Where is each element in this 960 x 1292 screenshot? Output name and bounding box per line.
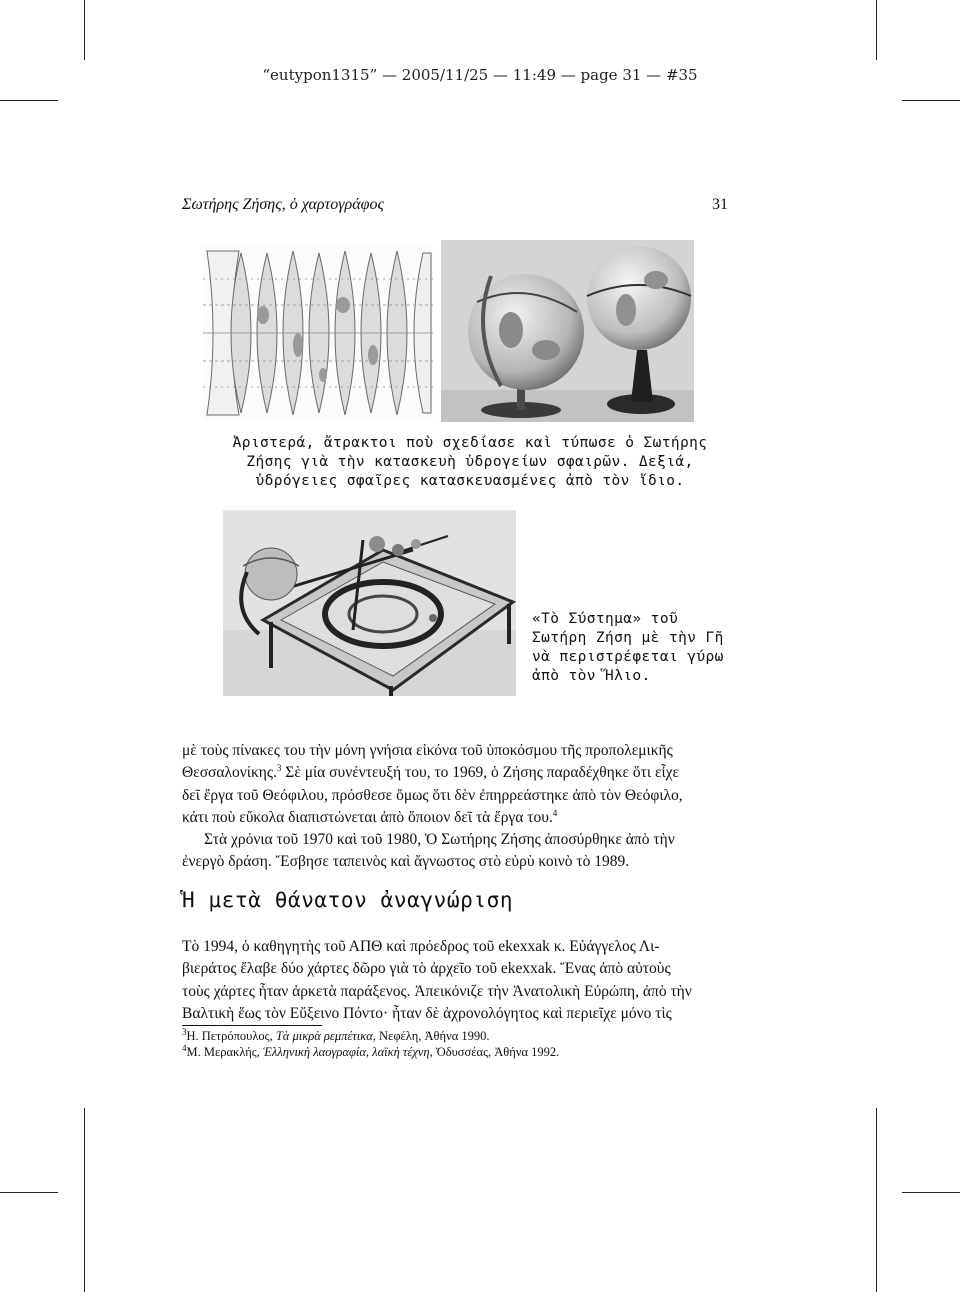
figure-caption-globes [210,434,730,491]
footnote-author: Η. Πετρόπουλος, [186,1029,276,1043]
text-line: Βαλτικὴ ἕως τὸν Εὔξεινο Πόντο· ἦταν δὲ ἀχρονολόγητος καὶ περιεῖχε μόνο τὶς [182,1004,672,1022]
footnote-number: 4 [182,1042,187,1053]
crop-mark [84,0,85,60]
caption-line: ὑδρόγειες σφαῖρες κατασκευασμένες ἀπὸ τὸν ἴδιο. [255,473,685,489]
crop-mark [876,1108,877,1292]
caption-line: Σωτήρη Ζήση μὲ τὴν Γῆ [532,630,724,646]
footnote-number: 3 [182,1026,187,1037]
crop-mark [902,100,960,101]
crop-mark [876,0,877,60]
text-segment: Σὲ μία συνέντευξή του, το 1969, ὁ Ζήσης παραδέχθηκε ὅτι εἶχε [281,764,680,782]
text-segment: κάτι ποὺ εὔκολα διαπιστώνεται ἀπὸ ὅποιον δεῖ τὰ ἔργα του. [182,808,553,826]
footnote-author: Μ. Μερακλής, [186,1045,264,1059]
footnote-publisher: , Νεφέλη, Ἀθήνα 1990. [372,1029,490,1043]
footnote-title: Τὰ μικρὰ ρεμπέτικα [275,1029,373,1043]
body-paragraphs [182,740,732,874]
text-line: τοὺς χάρτες ἦταν ἀρκετὰ παράξενος. Ἀπεικόνιζε τὴν Ἀνατολικὴ Εὐρώπη, ἀπὸ τὴν [182,982,692,1000]
running-title: Σωτήρης Ζήσης, ὁ χαρτογράφος [182,196,384,213]
section-body [182,936,732,1025]
globe-gores-image [203,245,433,420]
caption-line: νὰ περιστρέφεται γύρω [532,649,724,665]
orrery-photo [223,510,516,696]
text-line: δεῖ ἔργα τοῦ Θεόφιλου, πρόσθεσε ὅμως ὅτι δὲν ἐπηρρεάστηκε ἀπὸ τὸν Θεόφιλο, [182,786,683,804]
footnote-ref: 3 [276,763,282,774]
text-line: ἐνεργὸ δράση. Ἔσβησε ταπεινὸς καὶ ἄγνωστος στὸ εὐρὺ κοινὸ τὸ 1989. [182,853,630,871]
caption-line: Ζήσης γιὰ τὴν κατασκευὴ ὑδρογείων σφαιρῶν. Δεξιά, [246,454,694,470]
text-segment: Θεσσαλονίκης. [182,764,277,782]
caption-line: ἀπὸ τὸν Ἥλιο. [532,668,651,684]
text-line: βιεράτος ἔλαβε δύο χάρτες δῶρο γιὰ τὸ ἀρχεῖο τοῦ ekexxak. Ἕνας ἀπὸ αὐτοὺς [182,960,671,978]
text-line: Στὰ χρόνια τοῦ 1970 καὶ τοῦ 1980, Ὁ Σωτήρης Ζήσης ἀποσύρθηκε ἀπὸ τὴν [204,831,675,849]
footnote-3 [182,1028,490,1045]
caption-line: Ἀριστερά, ἄτρακτοι ποὺ σχεδίασε καὶ τύπωσε ὁ Σωτήρης [232,435,708,451]
proof-header: “eutypon1315” — 2005/11/25 — 11:49 — page 31 — #35 [262,66,698,84]
footnote-publisher: , Ὀδυσσέας, Ἀθήνα 1992. [429,1045,560,1059]
section-heading: Ἡ μετὰ θάνατον ἀναγνώριση [182,888,514,912]
crop-mark [902,1192,960,1193]
crop-mark [0,1192,58,1193]
text-line [182,807,732,829]
caption-line: «Τὸ Σύστημα» τοῦ [532,611,679,627]
footnote-4 [182,1044,559,1061]
footnote-ref: 4 [552,807,558,818]
text-line: Τὸ 1994, ὁ καθηγητὴς τοῦ ΑΠΘ καὶ πρόεδρος τοῦ ekexxak κ. Εὐάγγελος Λι- [182,938,660,955]
footnote-title: Ἑλληνικὴ λαογραφία, λαϊκὴ τέχνη [263,1045,430,1059]
globes-photo [441,240,694,422]
crop-mark [0,100,58,101]
footnote-rule [182,1025,322,1026]
figure-caption-system [532,610,752,686]
crop-mark [84,1108,85,1292]
text-line: μὲ τοὺς πίνακες του τὴν μόνη γνήσια εἰκόνα τοῦ ὑποκόσμου τῆς προπολεμικῆς [182,742,673,759]
page-number: 31 [712,196,728,213]
text-line [182,762,732,784]
